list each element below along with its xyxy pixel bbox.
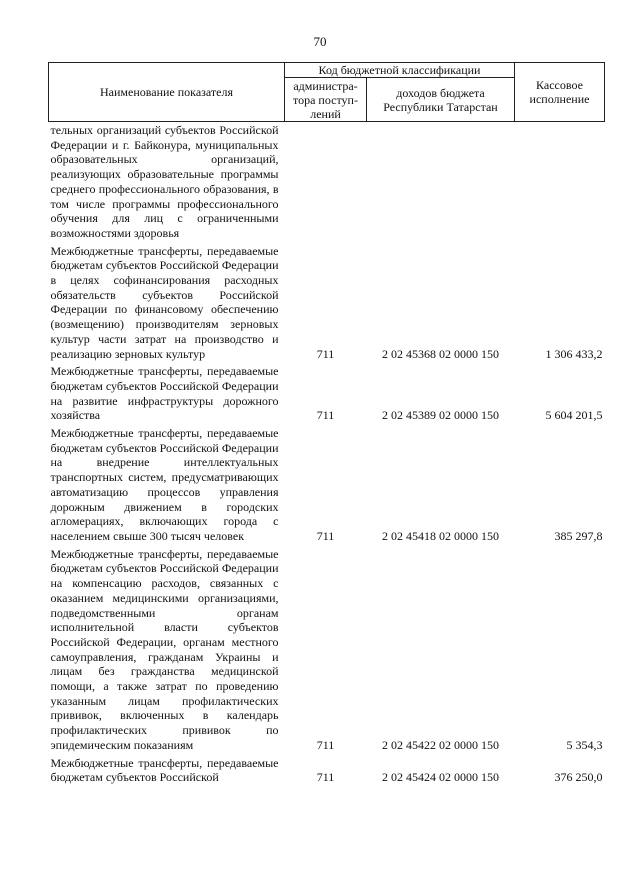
row-admin-code: 711 bbox=[316, 770, 335, 785]
table-row bbox=[49, 544, 605, 753]
header-code: доходов бюджета Республики Татарстан bbox=[367, 78, 515, 122]
row-admin-code: 711 bbox=[316, 346, 335, 361]
page-number: 70 bbox=[313, 34, 327, 49]
row-name: Межбюджетные трансферты, передаваемые бюджетам субъектов Российской bbox=[50, 755, 279, 785]
row-revenue-code bbox=[367, 122, 515, 241]
row-revenue-code: 2 02 45368 02 0000 150 bbox=[382, 346, 499, 361]
row-revenue-code: 2 02 45418 02 0000 150 bbox=[382, 528, 499, 543]
row-amount: 5 354,3 bbox=[566, 737, 603, 752]
row-admin-code: 711 bbox=[316, 737, 335, 752]
header-admin: администра-тора поступ-лений bbox=[285, 78, 367, 122]
header-name: Наименование показателя bbox=[49, 63, 285, 122]
row-name: Межбюджетные трансферты, передаваемые бюджетам субъектов Российской Федерации на компенсацию расходов, связанных с оказанием медицинскими организациями, подведомственными органам исполнительной власти субъектов Российской Федерации, органам местного самоуправления, гражданам Украины и лицам без гражданства медицинской помощи, а также затрат по проведению указанным лицам профилактических прививок, включенных в календарь профилактических прививок по эпидемическим показаниям bbox=[50, 546, 279, 752]
row-name: Межбюджетные трансферты, передаваемые бюджетам субъектов Российской Федерации на развитие инфраструктуры дорожного хозяйства bbox=[50, 364, 279, 423]
row-name: тельных организаций субъектов Российской Федерации и г. Байконура, муниципальных образовательных организаций, реализующих образовательные программы среднего профессионального образования, в том числе программы профессионального обучения для лиц с ограниченными возможностями здоровья bbox=[50, 123, 279, 240]
row-admin-code: 711 bbox=[316, 408, 335, 423]
table-row bbox=[49, 241, 605, 362]
row-revenue-code: 2 02 45389 02 0000 150 bbox=[382, 408, 499, 423]
row-name: Межбюджетные трансферты, передаваемые бюджетам субъектов Российской Федерации на внедрение интеллектуальных транспортных систем, предусматривающих автоматизацию процессов управления дорожным движением в городских агломерациях, включающих города с населением свыше 300 тысяч человек bbox=[50, 426, 279, 543]
row-revenue-code: 2 02 45422 02 0000 150 bbox=[382, 737, 499, 752]
budget-report-sheet bbox=[48, 62, 604, 785]
table-header bbox=[49, 63, 605, 122]
header-amount: Кассовое исполнение bbox=[515, 63, 605, 122]
header-classification-group: Код бюджетной классификации bbox=[285, 63, 515, 78]
table-row bbox=[49, 423, 605, 544]
row-admin-code: 711 bbox=[316, 528, 335, 543]
table-body bbox=[49, 122, 605, 785]
table-row bbox=[49, 122, 605, 241]
row-name: Межбюджетные трансферты, передаваемые бюджетам субъектов Российской Федерации в целях софинансирования расходных обязательств субъектов Российской Федерации по финансовому обеспечению (возмещению) производителям зерновых культур части затрат на производство и реализацию зерновых культур bbox=[50, 243, 279, 361]
table-row bbox=[49, 361, 605, 423]
row-revenue-code: 2 02 45424 02 0000 150 bbox=[382, 770, 499, 785]
table-row bbox=[49, 753, 605, 785]
row-amount bbox=[515, 122, 605, 241]
budget-table bbox=[48, 62, 605, 785]
row-amount: 385 297,8 bbox=[554, 528, 603, 543]
row-admin-code bbox=[285, 122, 367, 241]
row-amount: 376 250,0 bbox=[554, 770, 603, 785]
row-amount: 5 604 201,5 bbox=[545, 408, 603, 423]
row-amount: 1 306 433,2 bbox=[545, 346, 603, 361]
